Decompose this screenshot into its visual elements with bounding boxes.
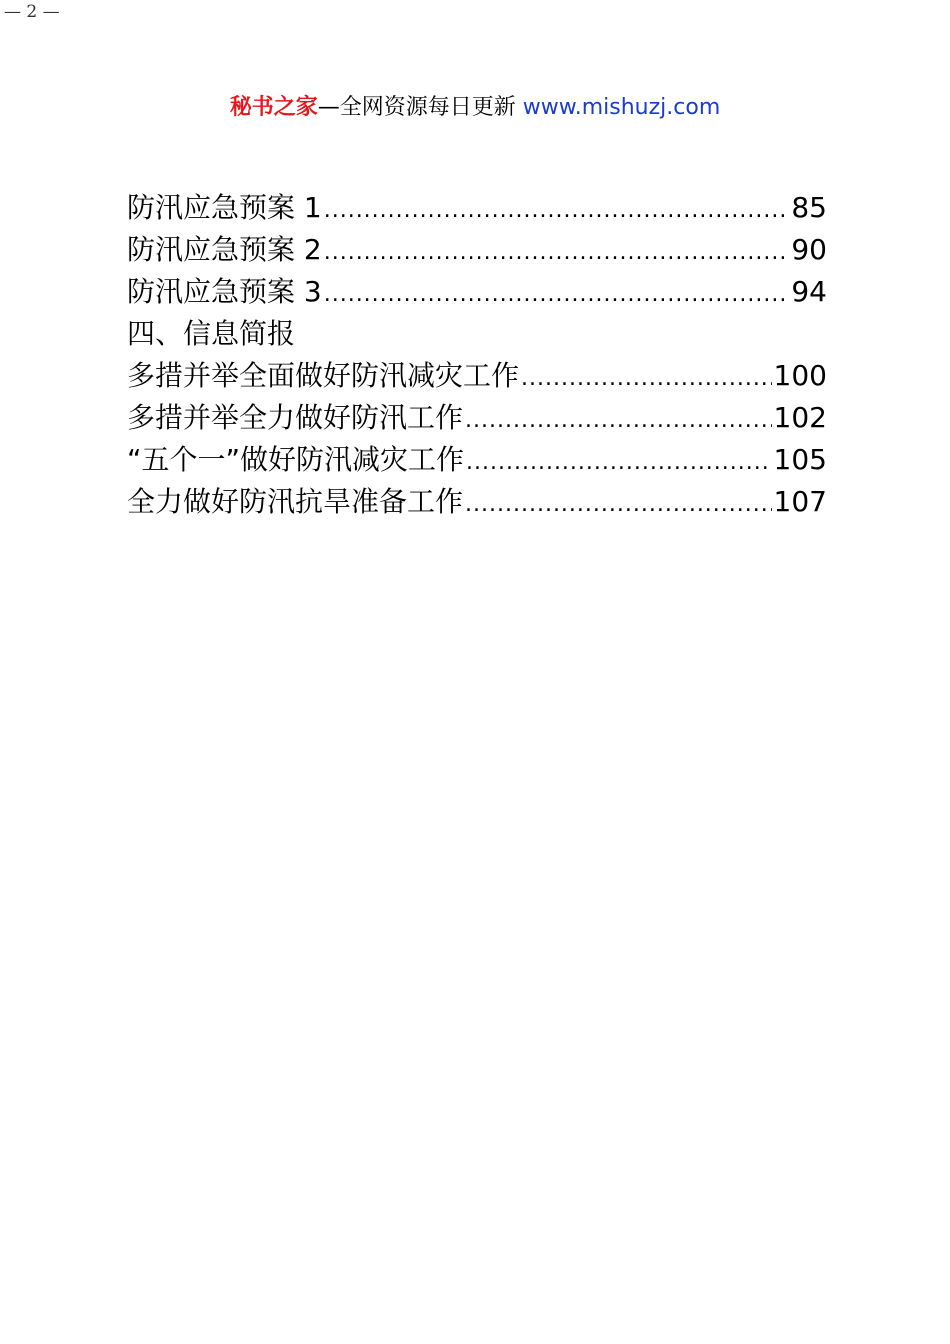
toc-entry-page: 90 (791, 233, 827, 266)
toc-entry-page: 85 (791, 191, 827, 224)
toc-entry-title: 多措并举全力做好防汛工作 (127, 401, 464, 434)
toc-entry-title: 多措并举全面做好防汛减灾工作 (127, 359, 520, 392)
toc-dot-leader (324, 274, 790, 316)
table-of-contents (127, 187, 827, 523)
banner-url[interactable]: www.mishuzj.com (522, 95, 721, 120)
site-banner (0, 92, 950, 124)
banner-tagline: —全网资源每日更新 (317, 95, 523, 120)
toc-entry-title: “五个一”做好防汛减灾工作 (127, 443, 465, 476)
toc-entry-title: 防汛应急预案 3 (127, 275, 322, 308)
toc-entry-page: 94 (791, 275, 827, 308)
toc-dot-leader (324, 190, 790, 232)
toc-dot-leader (465, 484, 772, 526)
toc-dot-leader (466, 442, 772, 484)
banner-brand: 秘书之家 (229, 95, 318, 120)
toc-entry-page: 100 (773, 359, 827, 392)
toc-entry[interactable] (127, 397, 827, 439)
toc-entry-title: 防汛应急预案 1 (127, 191, 322, 224)
toc-entry[interactable] (127, 355, 827, 397)
toc-entry-page: 105 (773, 443, 827, 476)
toc-entry[interactable] (127, 271, 827, 313)
toc-dot-leader (324, 232, 790, 274)
page-number: — 2 — (4, 2, 60, 22)
toc-entry[interactable] (127, 187, 827, 229)
toc-dot-leader (521, 358, 772, 400)
toc-entry-title: 全力做好防汛抗旱准备工作 (127, 485, 464, 518)
toc-entry-page: 102 (773, 401, 827, 434)
toc-entry[interactable] (127, 439, 827, 481)
toc-entry[interactable] (127, 481, 827, 523)
toc-entry-title: 防汛应急预案 2 (127, 233, 322, 266)
toc-entry-page: 107 (773, 485, 827, 518)
toc-entry[interactable] (127, 229, 827, 271)
toc-dot-leader (465, 400, 772, 442)
toc-section-heading: 四、信息简报 (127, 317, 296, 350)
